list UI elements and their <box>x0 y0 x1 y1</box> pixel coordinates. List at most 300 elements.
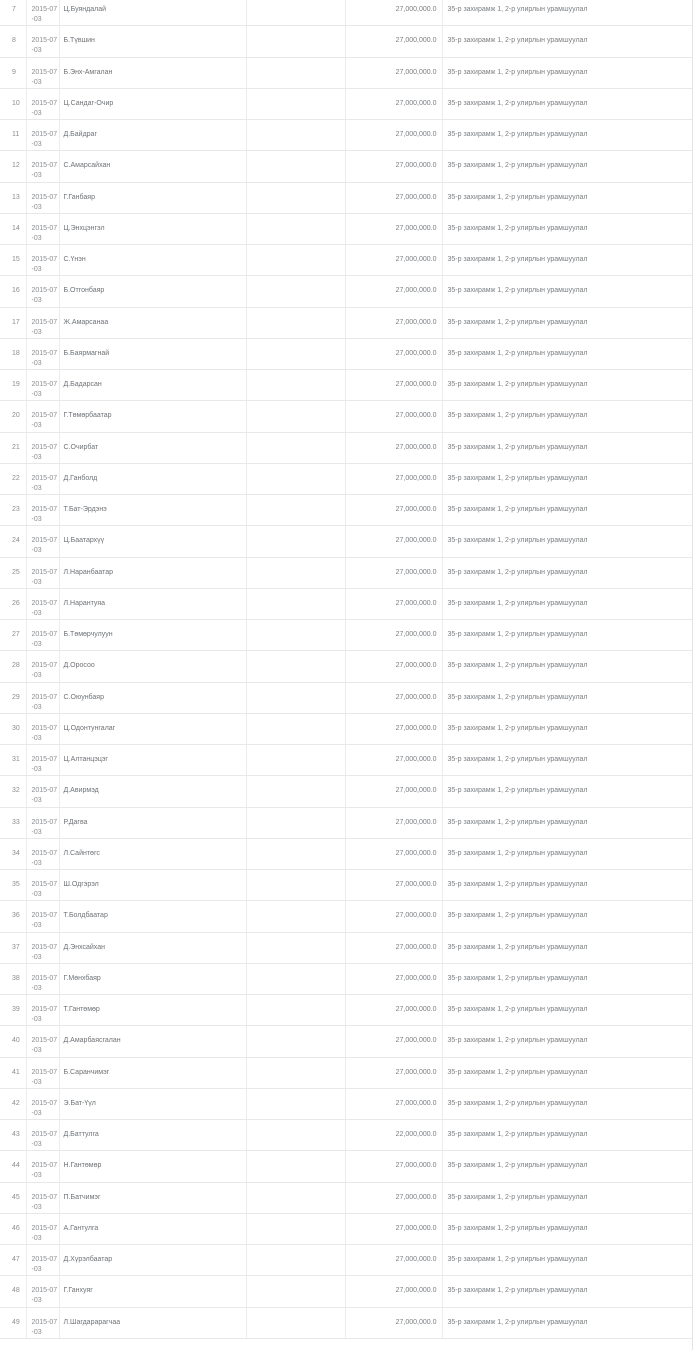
empty-cell <box>246 401 345 432</box>
name-cell: Р.Дагва <box>59 807 246 838</box>
row-number-cell: 8 <box>0 26 26 57</box>
table-row <box>0 432 693 463</box>
table-row <box>0 1120 693 1151</box>
description-cell: 35-р захирамж 1, 2-р улирлын урамшуулал <box>442 151 693 182</box>
row-number-cell: 38 <box>0 963 26 994</box>
empty-cell <box>246 745 345 776</box>
empty-cell <box>246 1307 345 1338</box>
name-cell: Д.Амарбаясгалан <box>59 1026 246 1057</box>
amount-cell: 27,000,000.0 <box>345 932 442 963</box>
empty-cell <box>246 182 345 213</box>
name-cell: Л.Наранбаатар <box>59 557 246 588</box>
empty-cell <box>246 1026 345 1057</box>
date-cell: 2015-07-03 <box>26 651 59 682</box>
date-cell: 2015-07-03 <box>26 776 59 807</box>
name-cell: Ц.Сандаг-Очир <box>59 88 246 119</box>
description-cell: 35-р захирамж 1, 2-р улирлын урамшуулал <box>442 0 693 26</box>
description-cell: 35-р захирамж 1, 2-р улирлын урамшуулал <box>442 713 693 744</box>
date-cell: 2015-07-03 <box>26 1276 59 1307</box>
empty-cell <box>246 963 345 994</box>
empty-cell <box>246 807 345 838</box>
empty-cell <box>246 88 345 119</box>
date-cell: 2015-07-03 <box>26 557 59 588</box>
empty-cell <box>246 338 345 369</box>
row-number-cell: 17 <box>0 307 26 338</box>
empty-cell <box>246 1088 345 1119</box>
row-number-cell: 27 <box>0 620 26 651</box>
description-cell: 35-р захирамж 1, 2-р улирлын урамшуулал <box>442 932 693 963</box>
description-cell: 35-р захирамж 1, 2-р улирлын урамшуулал <box>442 776 693 807</box>
description-cell: 35-р захирамж 1, 2-р улирлын урамшуулал <box>442 838 693 869</box>
row-number-cell: 23 <box>0 495 26 526</box>
amount-cell: 27,000,000.0 <box>345 745 442 776</box>
empty-cell <box>246 1276 345 1307</box>
date-cell: 2015-07-03 <box>26 1026 59 1057</box>
row-number-cell: 28 <box>0 651 26 682</box>
description-cell: 35-р захирамж 1, 2-р улирлын урамшуулал <box>442 213 693 244</box>
table-row <box>0 151 693 182</box>
name-cell: Л.Сайнтөгс <box>59 838 246 869</box>
date-cell: 2015-07-03 <box>26 932 59 963</box>
date-cell: 2015-07-03 <box>26 870 59 901</box>
row-number-cell: 41 <box>0 1057 26 1088</box>
date-cell: 2015-07-03 <box>26 1213 59 1244</box>
description-cell: 35-р захирамж 1, 2-р улирлын урамшуулал <box>442 995 693 1026</box>
row-number-cell: 18 <box>0 338 26 369</box>
row-number-cell: 47 <box>0 1245 26 1276</box>
empty-cell <box>246 620 345 651</box>
name-cell: П.Батчимэг <box>59 1182 246 1213</box>
name-cell: Т.Бат-Эрдэнэ <box>59 495 246 526</box>
empty-cell <box>246 0 345 26</box>
date-cell: 2015-07-03 <box>26 838 59 869</box>
table-row <box>0 1182 693 1213</box>
description-cell: 35-р захирамж 1, 2-р улирлын урамшуулал <box>442 57 693 88</box>
table-row <box>0 557 693 588</box>
row-number-cell: 44 <box>0 1151 26 1182</box>
amount-cell: 27,000,000.0 <box>345 432 442 463</box>
date-cell: 2015-07-03 <box>26 338 59 369</box>
table-row <box>0 307 693 338</box>
date-cell: 2015-07-03 <box>26 1120 59 1151</box>
date-cell: 2015-07-03 <box>26 963 59 994</box>
description-cell: 35-р захирамж 1, 2-р улирлын урамшуулал <box>442 495 693 526</box>
table-row <box>0 1276 693 1307</box>
amount-cell: 27,000,000.0 <box>345 88 442 119</box>
table-row <box>0 0 693 26</box>
row-number-cell: 26 <box>0 588 26 619</box>
date-cell: 2015-07-03 <box>26 120 59 151</box>
table-row <box>0 370 693 401</box>
name-cell: А.Гантулга <box>59 1213 246 1244</box>
table-row <box>0 401 693 432</box>
name-cell: Г.Төмөрбаатар <box>59 401 246 432</box>
row-number-cell: 32 <box>0 776 26 807</box>
row-number-cell: 20 <box>0 401 26 432</box>
name-cell: Д.Байдраг <box>59 120 246 151</box>
table-row <box>0 901 693 932</box>
row-number-cell: 39 <box>0 995 26 1026</box>
table-row <box>0 57 693 88</box>
amount-cell: 22,000,000.0 <box>345 1120 442 1151</box>
name-cell: Т.Болдбаатар <box>59 901 246 932</box>
description-cell: 35-р захирамж 1, 2-р улирлын урамшуулал <box>442 557 693 588</box>
description-cell: 35-р захирамж 1, 2-р улирлын урамшуулал <box>442 526 693 557</box>
row-number-cell: 46 <box>0 1213 26 1244</box>
amount-cell: 27,000,000.0 <box>345 620 442 651</box>
empty-cell <box>246 1057 345 1088</box>
row-number-cell: 7 <box>0 0 26 26</box>
table-row <box>0 26 693 57</box>
description-cell: 35-р захирамж 1, 2-р улирлын урамшуулал <box>442 1026 693 1057</box>
name-cell: Б.Баярмагнай <box>59 338 246 369</box>
amount-cell: 27,000,000.0 <box>345 213 442 244</box>
table-row <box>0 1213 693 1244</box>
description-cell: 35-р захирамж 1, 2-р улирлын урамшуулал <box>442 1057 693 1088</box>
table-row <box>0 1088 693 1119</box>
row-number-cell: 25 <box>0 557 26 588</box>
row-number-cell: 45 <box>0 1182 26 1213</box>
date-cell: 2015-07-03 <box>26 995 59 1026</box>
amount-cell: 27,000,000.0 <box>345 276 442 307</box>
amount-cell: 27,000,000.0 <box>345 713 442 744</box>
table-row <box>0 588 693 619</box>
row-number-cell: 37 <box>0 932 26 963</box>
table-row <box>0 807 693 838</box>
date-cell: 2015-07-03 <box>26 526 59 557</box>
name-cell: Д.Энхсайхан <box>59 932 246 963</box>
description-cell: 35-р захирамж 1, 2-р улирлын урамшуулал <box>442 26 693 57</box>
empty-cell <box>246 995 345 1026</box>
row-number-cell: 40 <box>0 1026 26 1057</box>
amount-cell: 27,000,000.0 <box>345 838 442 869</box>
date-cell: 2015-07-03 <box>26 745 59 776</box>
empty-cell <box>246 245 345 276</box>
name-cell: Э.Бат-Үүл <box>59 1088 246 1119</box>
description-cell: 35-р захирамж 1, 2-р улирлын урамшуулал <box>442 1151 693 1182</box>
table-row <box>0 1151 693 1182</box>
table-row <box>0 120 693 151</box>
date-cell: 2015-07-03 <box>26 432 59 463</box>
description-cell: 35-р захирамж 1, 2-р улирлын урамшуулал <box>442 432 693 463</box>
empty-cell <box>246 26 345 57</box>
name-cell: Д.Баттулга <box>59 1120 246 1151</box>
name-cell: Б.Отгонбаяр <box>59 276 246 307</box>
description-cell: 35-р захирамж 1, 2-р улирлын урамшуулал <box>442 745 693 776</box>
description-cell: 35-р захирамж 1, 2-р улирлын урамшуулал <box>442 88 693 119</box>
date-cell: 2015-07-03 <box>26 57 59 88</box>
description-cell: 35-р захирамж 1, 2-р улирлын урамшуулал <box>442 588 693 619</box>
name-cell: Г.Ганбаяр <box>59 182 246 213</box>
row-number-cell: 10 <box>0 88 26 119</box>
description-cell: 35-р захирамж 1, 2-р улирлын урамшуулал <box>442 870 693 901</box>
table-row <box>0 1026 693 1057</box>
amount-cell: 27,000,000.0 <box>345 1088 442 1119</box>
date-cell: 2015-07-03 <box>26 682 59 713</box>
description-cell: 35-р захирамж 1, 2-р улирлын урамшуулал <box>442 682 693 713</box>
amount-cell: 27,000,000.0 <box>345 588 442 619</box>
amount-cell: 27,000,000.0 <box>345 1026 442 1057</box>
empty-cell <box>246 57 345 88</box>
date-cell: 2015-07-03 <box>26 307 59 338</box>
row-number-cell: 34 <box>0 838 26 869</box>
table-row <box>0 776 693 807</box>
name-cell: Б.Саранчимэг <box>59 1057 246 1088</box>
amount-cell: 27,000,000.0 <box>345 401 442 432</box>
amount-cell: 27,000,000.0 <box>345 26 442 57</box>
amount-cell: 27,000,000.0 <box>345 682 442 713</box>
amount-cell: 27,000,000.0 <box>345 57 442 88</box>
name-cell: С.Очирбат <box>59 432 246 463</box>
empty-cell <box>246 1151 345 1182</box>
amount-cell: 27,000,000.0 <box>345 182 442 213</box>
row-number-cell: 9 <box>0 57 26 88</box>
description-cell: 35-р захирамж 1, 2-р улирлын урамшуулал <box>442 245 693 276</box>
table-row <box>0 1057 693 1088</box>
empty-cell <box>246 932 345 963</box>
empty-cell <box>246 276 345 307</box>
date-cell: 2015-07-03 <box>26 370 59 401</box>
date-cell: 2015-07-03 <box>26 807 59 838</box>
name-cell: Л.Шагдарарагчаа <box>59 1307 246 1338</box>
amount-cell: 27,000,000.0 <box>345 338 442 369</box>
date-cell: 2015-07-03 <box>26 463 59 494</box>
description-cell: 35-р захирамж 1, 2-р улирлын урамшуулал <box>442 370 693 401</box>
amount-cell: 27,000,000.0 <box>345 370 442 401</box>
amount-cell: 27,000,000.0 <box>345 1307 442 1338</box>
table-row <box>0 963 693 994</box>
empty-cell <box>246 120 345 151</box>
description-cell: 35-р захирамж 1, 2-р улирлын урамшуулал <box>442 620 693 651</box>
name-cell: Д.Хүрэлбаатар <box>59 1245 246 1276</box>
table-row <box>0 995 693 1026</box>
amount-cell: 27,000,000.0 <box>345 557 442 588</box>
date-cell: 2015-07-03 <box>26 1182 59 1213</box>
amount-cell: 27,000,000.0 <box>345 651 442 682</box>
name-cell: Д.Оросоо <box>59 651 246 682</box>
empty-cell <box>246 901 345 932</box>
table-row <box>0 182 693 213</box>
date-cell: 2015-07-03 <box>26 401 59 432</box>
date-cell: 2015-07-03 <box>26 26 59 57</box>
amount-cell: 27,000,000.0 <box>345 1182 442 1213</box>
empty-cell <box>246 776 345 807</box>
table-row <box>0 495 693 526</box>
table-row <box>0 651 693 682</box>
amount-cell: 27,000,000.0 <box>345 870 442 901</box>
amount-cell: 27,000,000.0 <box>345 963 442 994</box>
row-number-cell: 48 <box>0 1276 26 1307</box>
date-cell: 2015-07-03 <box>26 1088 59 1119</box>
description-cell: 35-р захирамж 1, 2-р улирлын урамшуулал <box>442 307 693 338</box>
date-cell: 2015-07-03 <box>26 276 59 307</box>
name-cell: Ц.Буяндалай <box>59 0 246 26</box>
row-number-cell: 14 <box>0 213 26 244</box>
empty-cell <box>246 1120 345 1151</box>
date-cell: 2015-07-03 <box>26 1245 59 1276</box>
name-cell: Б.Энх-Амгалан <box>59 57 246 88</box>
table-row <box>0 276 693 307</box>
description-cell: 35-р захирамж 1, 2-р улирлын урамшуулал <box>442 120 693 151</box>
row-number-cell: 11 <box>0 120 26 151</box>
name-cell: Г.Ганхуяг <box>59 1276 246 1307</box>
date-cell: 2015-07-03 <box>26 182 59 213</box>
name-cell: Н.Гантөмөр <box>59 1151 246 1182</box>
amount-cell: 27,000,000.0 <box>345 0 442 26</box>
amount-cell: 27,000,000.0 <box>345 1057 442 1088</box>
amount-cell: 27,000,000.0 <box>345 776 442 807</box>
description-cell: 35-р захирамж 1, 2-р улирлын урамшуулал <box>442 401 693 432</box>
row-number-cell: 36 <box>0 901 26 932</box>
description-cell: 35-р захирамж 1, 2-р улирлын урамшуулал <box>442 338 693 369</box>
description-cell: 35-р захирамж 1, 2-р улирлын урамшуулал <box>442 901 693 932</box>
name-cell: Л.Нарантуяа <box>59 588 246 619</box>
empty-cell <box>246 713 345 744</box>
name-cell: Г.Мөнхбаяр <box>59 963 246 994</box>
date-cell: 2015-07-03 <box>26 901 59 932</box>
amount-cell: 27,000,000.0 <box>345 307 442 338</box>
table-row <box>0 620 693 651</box>
name-cell: Ш.Одгэрэл <box>59 870 246 901</box>
description-cell: 35-р захирамж 1, 2-р улирлын урамшуулал <box>442 1120 693 1151</box>
amount-cell: 27,000,000.0 <box>345 151 442 182</box>
date-cell: 2015-07-03 <box>26 1151 59 1182</box>
table-row <box>0 713 693 744</box>
table-row <box>0 932 693 963</box>
amount-cell: 27,000,000.0 <box>345 995 442 1026</box>
date-cell: 2015-07-03 <box>26 245 59 276</box>
empty-cell <box>246 588 345 619</box>
amount-cell: 27,000,000.0 <box>345 807 442 838</box>
row-number-cell: 30 <box>0 713 26 744</box>
table-row <box>0 1307 693 1338</box>
date-cell: 2015-07-03 <box>26 620 59 651</box>
name-cell: С.Оюунбаяр <box>59 682 246 713</box>
amount-cell: 27,000,000.0 <box>345 1151 442 1182</box>
description-cell: 35-р захирамж 1, 2-р улирлын урамшуулал <box>442 1307 693 1338</box>
name-cell: Д.Бадарсан <box>59 370 246 401</box>
row-number-cell: 12 <box>0 151 26 182</box>
table-row <box>0 88 693 119</box>
amount-cell: 27,000,000.0 <box>345 1213 442 1244</box>
empty-cell <box>246 370 345 401</box>
name-cell: Ц.Энхцэнгэл <box>59 213 246 244</box>
amount-cell: 27,000,000.0 <box>345 120 442 151</box>
table-row <box>0 526 693 557</box>
name-cell: Ц.Баатархүү <box>59 526 246 557</box>
row-number-cell: 22 <box>0 463 26 494</box>
empty-cell <box>246 682 345 713</box>
description-cell: 35-р захирамж 1, 2-р улирлын урамшуулал <box>442 651 693 682</box>
empty-cell <box>246 432 345 463</box>
amount-cell: 27,000,000.0 <box>345 245 442 276</box>
empty-cell <box>246 463 345 494</box>
date-cell: 2015-07-03 <box>26 88 59 119</box>
amount-cell: 27,000,000.0 <box>345 463 442 494</box>
name-cell: Ж.Амарсанаа <box>59 307 246 338</box>
date-cell: 2015-07-03 <box>26 1057 59 1088</box>
empty-cell <box>246 151 345 182</box>
description-cell: 35-р захирамж 1, 2-р улирлын урамшуулал <box>442 1213 693 1244</box>
row-number-cell: 42 <box>0 1088 26 1119</box>
table-row <box>0 682 693 713</box>
name-cell: Т.Гантөмөр <box>59 995 246 1026</box>
empty-cell <box>246 526 345 557</box>
empty-cell <box>246 213 345 244</box>
description-cell: 35-р захирамж 1, 2-р улирлын урамшуулал <box>442 1245 693 1276</box>
name-cell: Б.Түвшин <box>59 26 246 57</box>
row-number-cell: 13 <box>0 182 26 213</box>
description-cell: 35-р захирамж 1, 2-р улирлын урамшуулал <box>442 1182 693 1213</box>
name-cell: С.Үнэн <box>59 245 246 276</box>
row-number-cell: 16 <box>0 276 26 307</box>
table-row <box>0 213 693 244</box>
name-cell: Д.Ганболд <box>59 463 246 494</box>
empty-cell <box>246 838 345 869</box>
amount-cell: 27,000,000.0 <box>345 1245 442 1276</box>
row-number-cell: 49 <box>0 1307 26 1338</box>
date-cell: 2015-07-03 <box>26 713 59 744</box>
date-cell: 2015-07-03 <box>26 213 59 244</box>
row-number-cell: 15 <box>0 245 26 276</box>
date-cell: 2015-07-03 <box>26 151 59 182</box>
row-number-cell: 21 <box>0 432 26 463</box>
empty-cell <box>246 870 345 901</box>
row-number-cell: 43 <box>0 1120 26 1151</box>
description-cell: 35-р захирамж 1, 2-р улирлын урамшуулал <box>442 807 693 838</box>
description-cell: 35-р захирамж 1, 2-р улирлын урамшуулал <box>442 182 693 213</box>
description-cell: 35-р захирамж 1, 2-р улирлын урамшуулал <box>442 963 693 994</box>
amount-cell: 27,000,000.0 <box>345 495 442 526</box>
amount-cell: 27,000,000.0 <box>345 526 442 557</box>
name-cell: Ц.Одонтунгалаг <box>59 713 246 744</box>
date-cell: 2015-07-03 <box>26 588 59 619</box>
empty-cell <box>246 1245 345 1276</box>
date-cell: 2015-07-03 <box>26 1307 59 1338</box>
description-cell: 35-р захирамж 1, 2-р улирлын урамшуулал <box>442 463 693 494</box>
row-number-cell: 24 <box>0 526 26 557</box>
row-number-cell: 31 <box>0 745 26 776</box>
description-cell: 35-р захирамж 1, 2-р улирлын урамшуулал <box>442 1276 693 1307</box>
row-number-cell: 19 <box>0 370 26 401</box>
empty-cell <box>246 1213 345 1244</box>
name-cell: Б.Төмөрчулуун <box>59 620 246 651</box>
table-row <box>0 1245 693 1276</box>
table-row <box>0 838 693 869</box>
empty-cell <box>246 557 345 588</box>
empty-cell <box>246 651 345 682</box>
table-row <box>0 463 693 494</box>
description-cell: 35-р захирамж 1, 2-р улирлын урамшуулал <box>442 1088 693 1119</box>
description-cell: 35-р захирамж 1, 2-р улирлын урамшуулал <box>442 276 693 307</box>
date-cell: 2015-07-03 <box>26 0 59 26</box>
name-cell: С.Амарсайхан <box>59 151 246 182</box>
row-number-cell: 35 <box>0 870 26 901</box>
date-cell: 2015-07-03 <box>26 495 59 526</box>
table-row <box>0 870 693 901</box>
empty-cell <box>246 1182 345 1213</box>
name-cell: Д.Авирмэд <box>59 776 246 807</box>
row-number-cell: 33 <box>0 807 26 838</box>
name-cell: Ц.Алтанцэцэг <box>59 745 246 776</box>
empty-cell <box>246 495 345 526</box>
table-row <box>0 745 693 776</box>
amount-cell: 27,000,000.0 <box>345 901 442 932</box>
table-row <box>0 245 693 276</box>
amount-cell: 27,000,000.0 <box>345 1276 442 1307</box>
row-number-cell: 29 <box>0 682 26 713</box>
table-row <box>0 338 693 369</box>
